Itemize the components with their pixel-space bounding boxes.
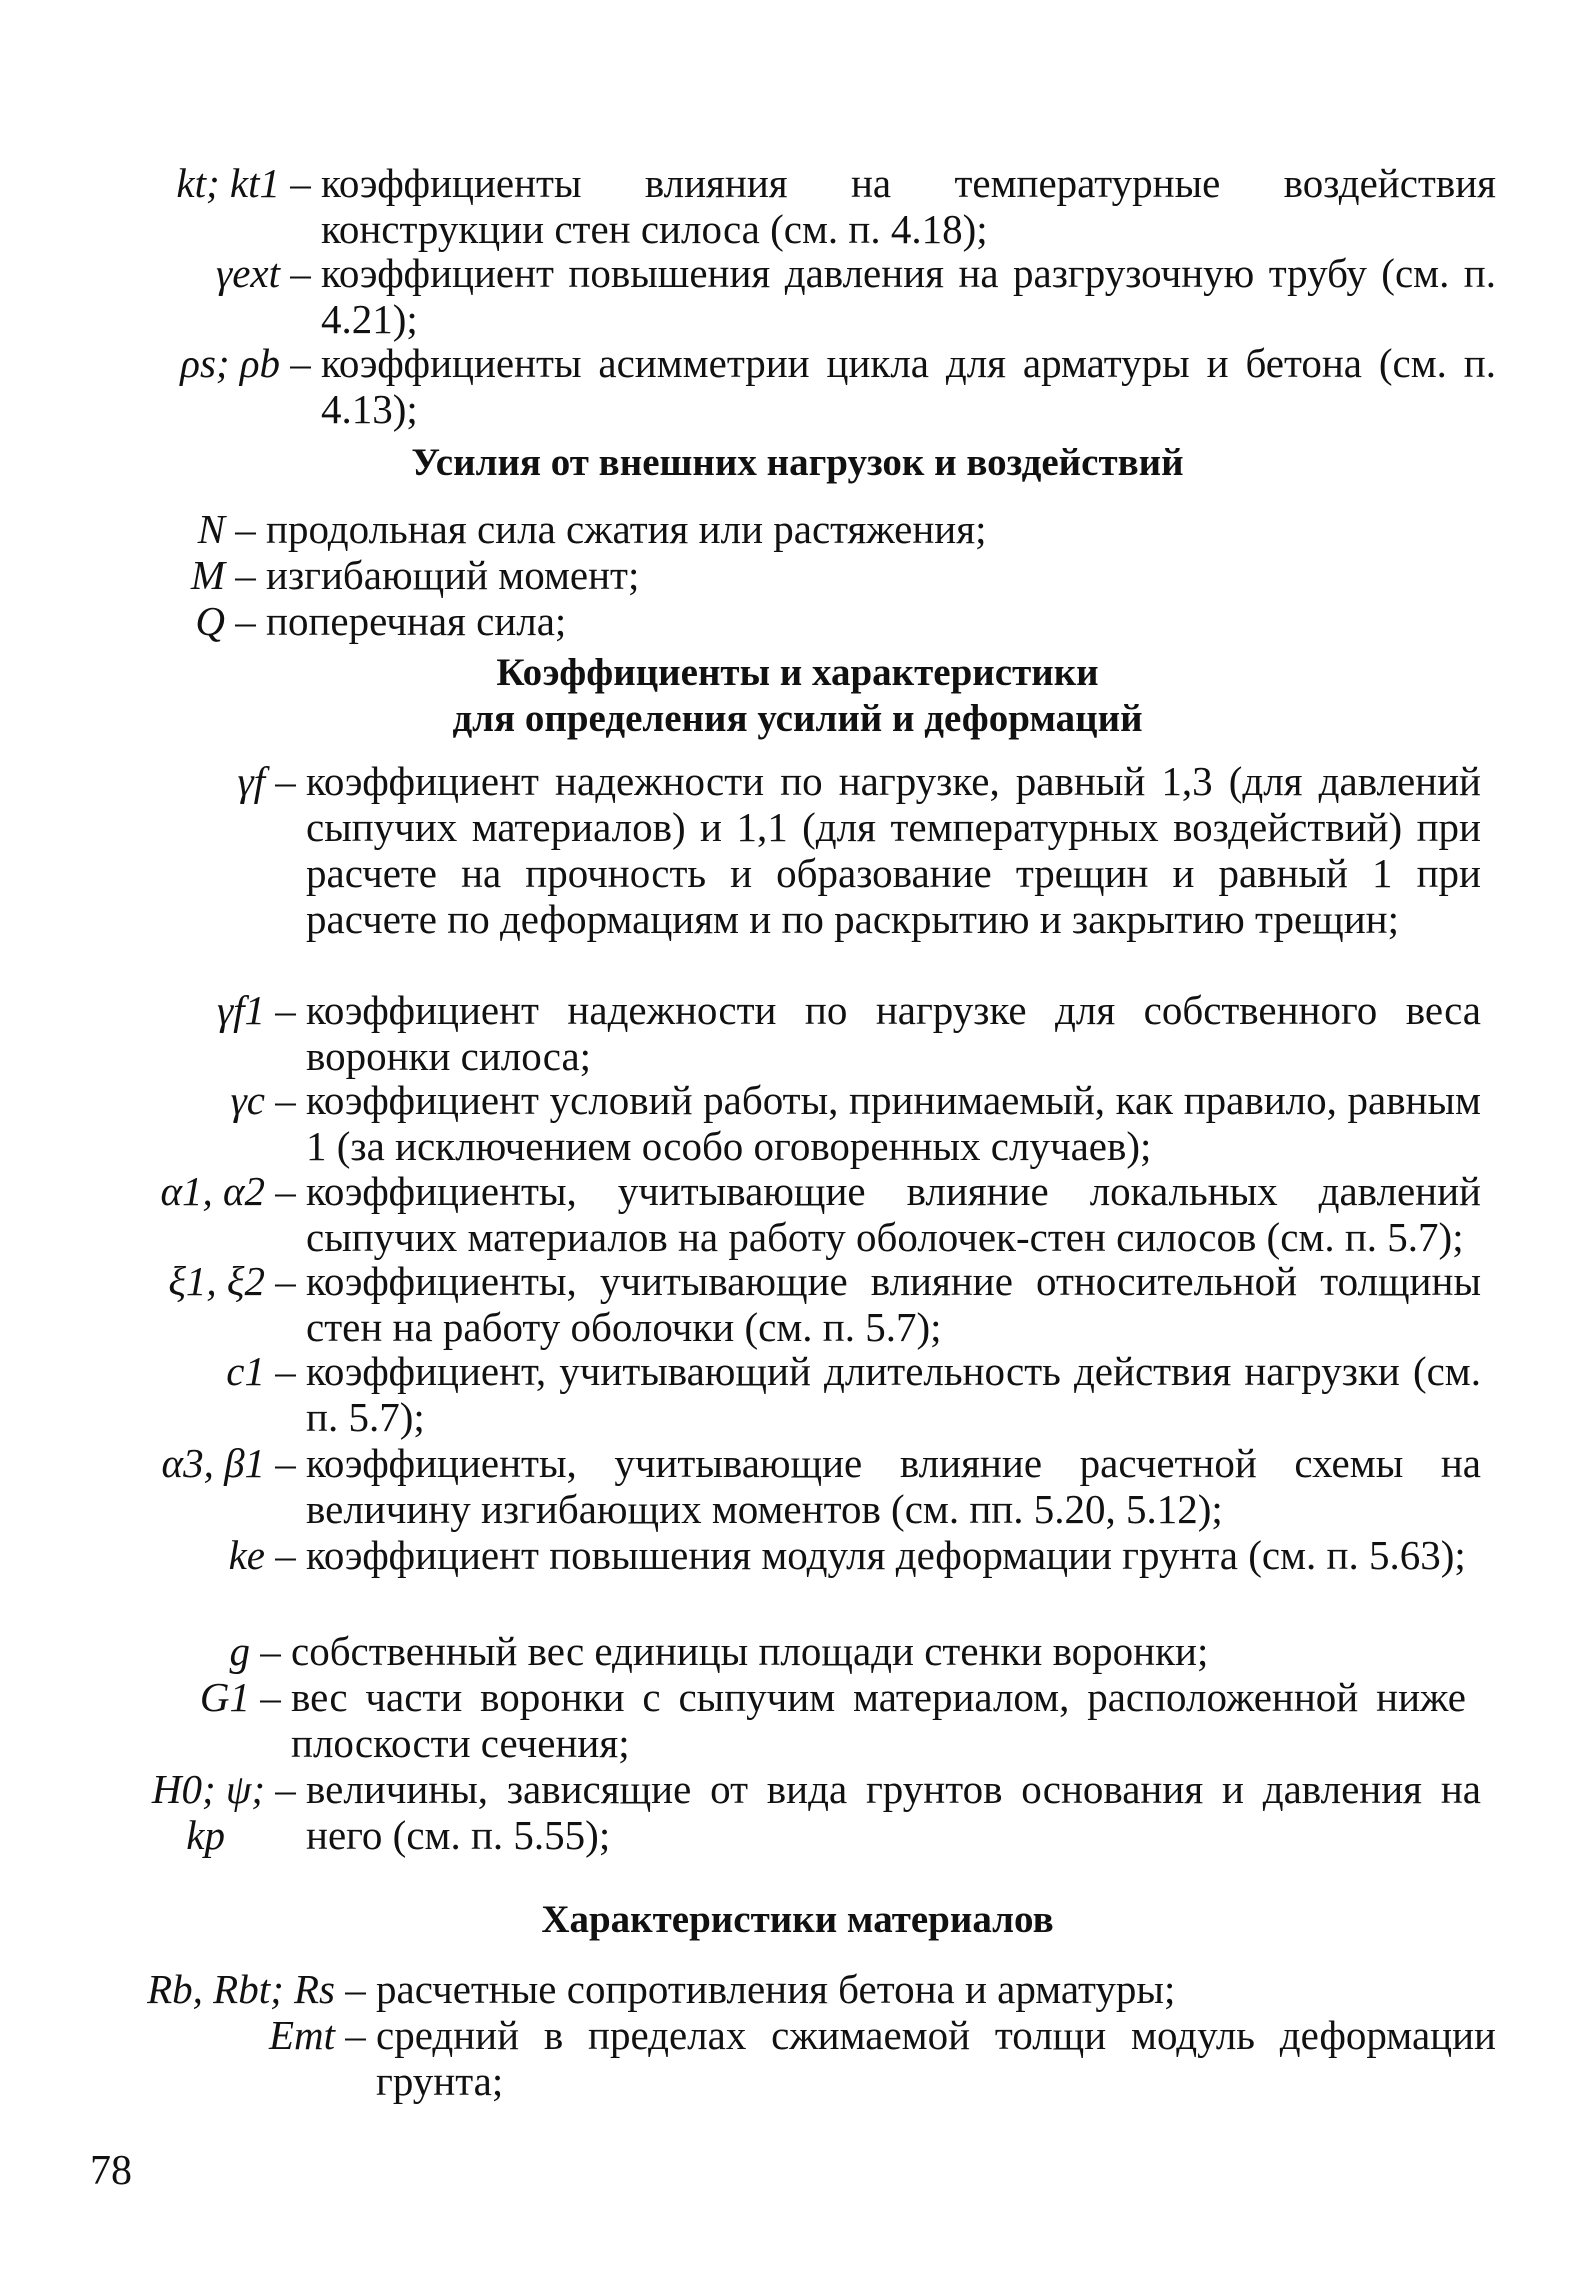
definition: изгибающий момент; [266, 552, 640, 598]
dash: – [250, 1628, 291, 1674]
entry-alpha3-beta1 [100, 1440, 1481, 1532]
section-heading-coefficients-2: для определения усилий и деформаций [452, 697, 1143, 740]
dash: – [335, 2012, 376, 2058]
definition: коэффициент повышения давления на разгрузочную трубу (см. п. 4.21); [321, 250, 1496, 342]
entry-gamma-ext [130, 250, 1496, 342]
definition: коэффициенты, учитывающие влияние относительной толщины стен на работу оболочки (см. п. 5.7); [306, 1258, 1481, 1350]
definition: средний в пределах сжимаемой толщи модуль деформации грунта; [376, 2012, 1496, 2104]
definition: коэффициенты, учитывающие влияние расчетной схемы на величину изгибающих моментов (см. пп. 5.20, 5.12); [306, 1440, 1481, 1532]
symbol: α3, β1 [161, 1440, 265, 1486]
dash: – [225, 598, 266, 644]
dash: – [225, 552, 266, 598]
symbol: Emt [268, 2012, 335, 2058]
definition: коэффициент надежности по нагрузке, равный 1,3 (для давлений сыпучих материалов) и 1,1 (для температурных воздействий) при расчете на прочность и образование трещин и равный 1 при расчете по деформациям и по раскрытию и закрытию трещин; [306, 758, 1481, 942]
definition: коэффициент условий работы, принимаемый, как правило, равным 1 (за исключением особо оговоренных случаев); [306, 1077, 1481, 1169]
definition: коэффициент повышения модуля деформации грунта (см. п. 5.63); [306, 1532, 1466, 1578]
definition: коэффициенты асимметрии цикла для арматуры и бетона (см. п. 4.13); [321, 340, 1496, 432]
definition: вес части воронки с сыпучим материалом, расположенной ниже плоскости сечения; [291, 1674, 1466, 1766]
symbol: g [229, 1628, 250, 1674]
symbol: kt; kt1 [176, 160, 280, 206]
entry-gamma-c [100, 1077, 1481, 1169]
dash: – [280, 340, 321, 386]
entry-xi [100, 1258, 1481, 1350]
dash: – [225, 506, 266, 552]
entry-alpha [100, 1168, 1481, 1260]
definition: коэффициенты влияния на температурные воздействия конструкции стен силоса (см. п. 4.18); [321, 160, 1496, 252]
dash: – [280, 160, 321, 206]
section-heading-loads: Усилия от внешних нагрузок и воздействий [411, 441, 1184, 484]
symbol: γf [237, 758, 265, 804]
entry-Rb [95, 1966, 1496, 2012]
dash: – [265, 1532, 306, 1578]
dash: – [280, 250, 321, 296]
definition: величины, зависящие от вида грунтов основания и давления на него (см. п. 5.55); [306, 1766, 1481, 1858]
entry-N [130, 506, 1366, 552]
symbol: c1 [226, 1348, 265, 1394]
definition: поперечная сила; [266, 598, 567, 644]
dash: – [265, 758, 306, 804]
entry-gamma-f1 [100, 987, 1481, 1079]
symbol: N [197, 506, 225, 552]
symbol: γf1 [216, 987, 265, 1033]
symbol: Rb, Rbt; Rs [147, 1966, 335, 2012]
dash: – [265, 1077, 306, 1123]
definition: собственный вес единицы площади стенки воронки; [291, 1628, 1209, 1674]
dash: – [265, 1766, 306, 1812]
page-number: 78 [90, 2148, 132, 2194]
symbol: γext [216, 250, 280, 296]
dash: – [265, 1258, 306, 1304]
symbol-line1: H0; ψ; [151, 1766, 265, 1812]
dash: – [335, 1966, 376, 2012]
entry-Emt [95, 2012, 1496, 2104]
definition: коэффициенты, учитывающие влияние локальных давлений сыпучих материалов на работу оболочек-стен силосов (см. п. 5.7); [306, 1168, 1481, 1260]
definition: коэффициент, учитывающий длительность действия нагрузки (см. п. 5.7); [306, 1348, 1481, 1440]
dash: – [265, 987, 306, 1033]
section-heading-materials: Характеристики материалов [541, 1898, 1054, 1941]
entry-ke [100, 1532, 1481, 1578]
entry-g [100, 1628, 1466, 1674]
symbol: γc [230, 1077, 265, 1123]
definition: продольная сила сжатия или растяжения; [266, 506, 987, 552]
entry-M [130, 552, 1366, 598]
dash: – [265, 1440, 306, 1486]
entry-c1 [100, 1348, 1481, 1440]
dash: – [265, 1348, 306, 1394]
entry-Q [130, 598, 1366, 644]
entry-kt [130, 160, 1496, 252]
definition: коэффициент надежности по нагрузке для собственного веса воронки силоса; [306, 987, 1481, 1079]
symbol: M [190, 552, 225, 598]
symbol: Q [195, 598, 225, 644]
symbol [100, 1766, 265, 1858]
entry-H0-psi-kp [100, 1766, 1481, 1858]
symbol-line2: kp [186, 1812, 225, 1858]
symbol: G1 [199, 1674, 250, 1720]
symbol: ξ1, ξ2 [168, 1258, 265, 1304]
dash: – [250, 1674, 291, 1720]
entry-rho [130, 340, 1496, 432]
symbol: ρs; ρb [180, 340, 280, 386]
symbol: ke [228, 1532, 265, 1578]
dash: – [265, 1168, 306, 1214]
entry-G1 [100, 1674, 1466, 1766]
definition: расчетные сопротивления бетона и арматуры; [376, 1966, 1176, 2012]
entry-gamma-f [100, 758, 1481, 942]
section-heading-coefficients-1: Коэффициенты и характеристики [496, 651, 1099, 694]
symbol: α1, α2 [160, 1168, 265, 1214]
